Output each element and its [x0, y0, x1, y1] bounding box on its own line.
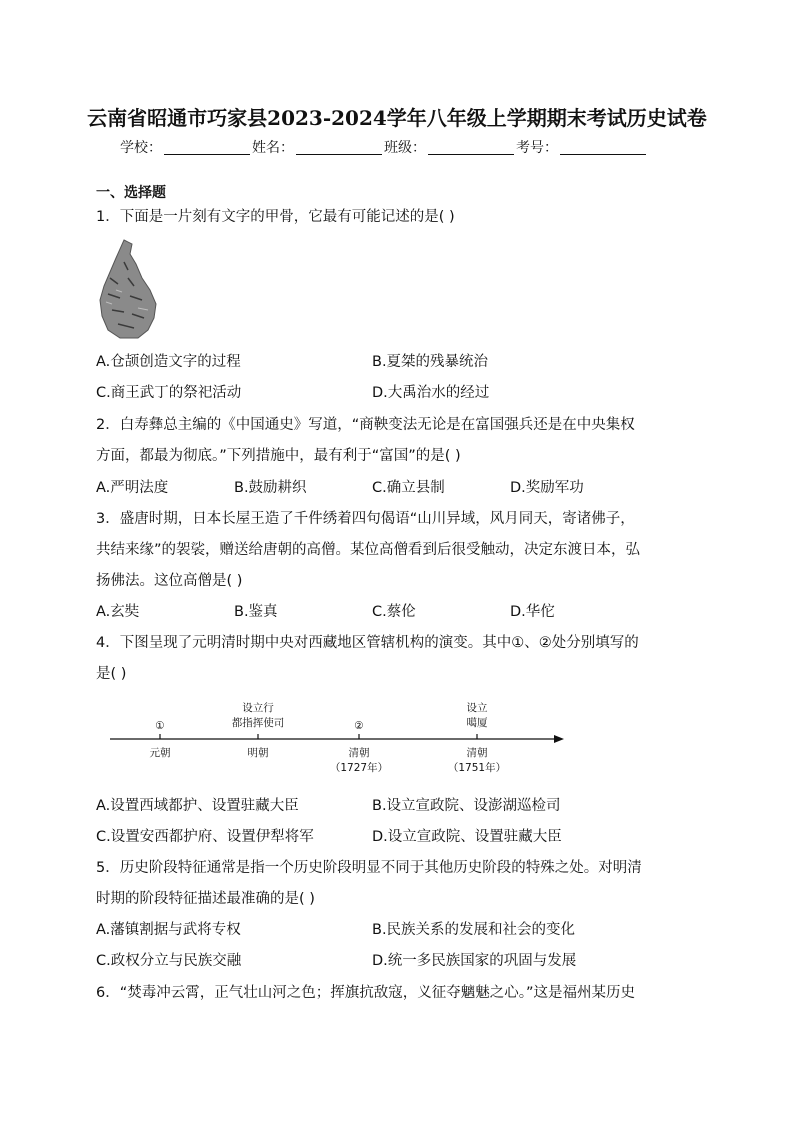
number-label: 考号：	[516, 140, 558, 156]
q1-stem: 1．下面是一片刻有文字的甲骨，它最有可能记述的是( )	[96, 209, 455, 225]
q3-stem-line-1: 3．盛唐时期，日本长屋王造了千件绣着四句偈语“山川异域，风月同天，寄诸佛子，	[96, 511, 635, 527]
q1-option-a[interactable]: A.仓颉创造文字的过程	[96, 354, 241, 370]
marker-2: ②	[354, 720, 364, 732]
q5-stem-line-1: 5．历史阶段特征通常是指一个历史阶段明显不同于其他历史阶段的特殊之处。对明清	[96, 860, 642, 876]
qing-label-1: 清朝	[348, 747, 370, 759]
q2-option-b[interactable]: B.鼓励耕织	[234, 480, 307, 496]
ming-label-line-2: 都指挥使司	[231, 717, 285, 729]
q6-stem-line-1: 6．“焚毒冲云霄，正气壮山河之色；挥旗抗敌寇，义征夺魑魅之心。”这是福州某历史	[96, 985, 635, 1001]
q5-stem-line-2: 时期的阶段特征描述最准确的是( )	[96, 891, 315, 907]
q4-option-c[interactable]: C.设置安西都护府、设置伊犁将军	[96, 829, 314, 845]
name-blank[interactable]	[296, 140, 382, 155]
ming-label-line-1: 设立行	[242, 702, 274, 714]
marker-1: ①	[155, 720, 165, 732]
q1-option-d[interactable]: D.大禹治水的经过	[372, 385, 490, 401]
oracle-bone-image	[98, 238, 158, 340]
q4-option-b[interactable]: B.设立宣政院、设澎湖巡检司	[372, 798, 561, 814]
tibet-timeline-diagram	[108, 698, 568, 782]
q3-option-a[interactable]: A.玄奘	[96, 604, 140, 620]
school-blank[interactable]	[164, 140, 250, 155]
name-label: 姓名：	[252, 140, 294, 156]
q4-stem-line-1: 4．下图呈现了元明清时期中央对西藏地区管辖机构的演变。其中①、②处分别填写的	[96, 635, 639, 651]
class-label: 班级：	[384, 140, 426, 156]
q4-option-d[interactable]: D.设立宣政院、设置驻藏大臣	[372, 829, 562, 845]
q2-option-d[interactable]: D.奖励军功	[510, 480, 584, 496]
q3-stem-line-2: 共结来缘”的袈裟，赠送给唐朝的高僧。某位高僧看到后很受触动，决定东渡日本，弘	[96, 542, 641, 558]
yuan-label: 元朝	[149, 747, 171, 759]
student-info-row	[120, 137, 648, 157]
q2-stem-line-2: 方面，都最为彻底。”下列措施中，最有利于“富国”的是( )	[96, 448, 461, 464]
q2-option-a[interactable]: A.严明法度	[96, 480, 169, 496]
q4-option-a[interactable]: A.设置西域都护、设置驻藏大臣	[96, 798, 299, 814]
year-1727-label: （1727年）	[329, 762, 389, 774]
ming-label: 明朝	[247, 747, 269, 759]
q5-option-b[interactable]: B.民族关系的发展和社会的变化	[372, 922, 576, 938]
timeline-arrow	[554, 735, 564, 743]
section-title: 一、选择题	[96, 185, 166, 201]
q5-option-a[interactable]: A.藩镇割据与武将专权	[96, 922, 241, 938]
q5-option-d[interactable]: D.统一多民族国家的巩固与发展	[372, 953, 577, 969]
q1-option-c[interactable]: C.商王武丁的祭祀活动	[96, 385, 242, 401]
class-blank[interactable]	[428, 140, 514, 155]
exam-title: 云南省昭通市巧家县2023-2024学年八年级上学期期末考试历史试卷	[87, 106, 707, 130]
q2-option-c[interactable]: C.确立县制	[372, 480, 445, 496]
q5-option-c[interactable]: C.政权分立与民族交融	[96, 953, 242, 969]
q3-option-b[interactable]: B.鉴真	[234, 604, 278, 620]
kashag-label-line-1: 设立	[466, 702, 488, 714]
q3-option-d[interactable]: D.华佗	[510, 604, 555, 620]
q1-option-b[interactable]: B.夏桀的残暴统治	[372, 354, 489, 370]
q3-stem-line-3: 扬佛法。这位高僧是( )	[96, 573, 243, 589]
number-blank[interactable]	[560, 140, 646, 155]
school-label: 学校：	[120, 140, 162, 156]
year-1751-label: （1751年）	[447, 762, 507, 774]
q4-stem-line-2: 是( )	[96, 666, 127, 682]
kashag-label-line-2: 噶厦	[466, 717, 488, 729]
qing-label-2: 清朝	[466, 747, 488, 759]
q2-stem-line-1: 2．白寿彝总主编的《中国通史》写道，“商鞅变法无论是在富国强兵还是在中央集权	[96, 417, 635, 433]
q3-option-c[interactable]: C.蔡伦	[372, 604, 416, 620]
